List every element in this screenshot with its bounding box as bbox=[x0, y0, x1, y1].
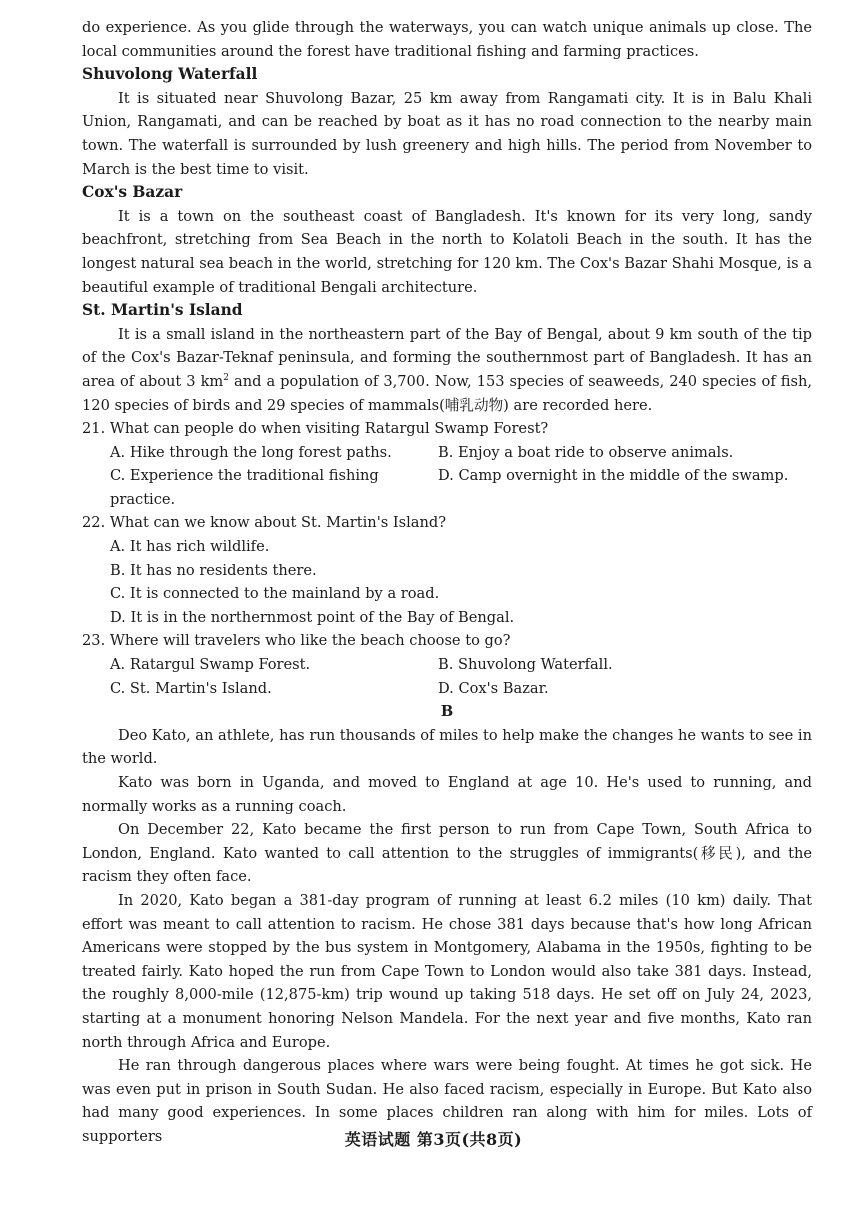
superscript-2: 2 bbox=[223, 373, 230, 384]
st-martins-paragraph bbox=[82, 323, 812, 417]
coxs-bazar-paragraph: It is a town on the southeast coast of Bangladesh. It's known for its very long, sandy beachfront, stretching from Sea Beach in the north to Kolatoli Beach in the south. It has the longest natural sea beach in the world, stretching for 120 km. The Cox's Bazar Shahi Mosque, is a beautiful example of traditional Bengali architecture. bbox=[82, 207, 812, 296]
st-martins-text-2: and a population of 3,700. Now, 153 species of seaweeds, 240 species of fish, 120 species of birds and 29 species of mammals(哺乳动物) are recorded here. bbox=[82, 372, 812, 414]
q22-option-b: B. It has no residents there. bbox=[110, 561, 317, 579]
heading-st-martins-island: St. Martin's Island bbox=[82, 301, 243, 320]
question-23: 23. Where will travelers who like the beach choose to go? bbox=[82, 632, 511, 650]
q22-option-a: A. It has rich wildlife. bbox=[110, 538, 270, 556]
q23-option-d: D. Cox's Bazar. bbox=[438, 679, 549, 697]
q23-option-b: B. Shuvolong Waterfall. bbox=[438, 656, 613, 674]
q21-option-c: C. Experience the traditional fishing practice. bbox=[110, 467, 379, 508]
heading-coxs-bazar: Cox's Bazar bbox=[82, 183, 183, 202]
q23-option-a: A. Ratargul Swamp Forest. bbox=[110, 656, 311, 674]
question-21-options bbox=[82, 441, 812, 512]
q22-option-c: C. It is connected to the mainland by a road. bbox=[110, 585, 440, 603]
q23-option-c: C. St. Martin's Island. bbox=[110, 679, 272, 697]
forest-paragraph-end: do experience. As you glide through the waterways, you can watch unique animals up close. The local communities around the forest have traditional fishing and farming practices. bbox=[82, 19, 812, 60]
q21-option-b: B. Enjoy a boat ride to observe animals. bbox=[438, 443, 734, 461]
question-23-options bbox=[82, 653, 812, 700]
section-b-label: B bbox=[440, 703, 454, 721]
q21-option-a: A. Hike through the long forest paths. bbox=[110, 443, 392, 461]
question-21: 21. What can people do when visiting Ratargul Swamp Forest? bbox=[82, 420, 549, 438]
passage-b-paragraph-3: On December 22, Kato became the first person to run from Cape Town, South Africa to London, England. Kato wanted to call attention to the struggles of immigrants(移民), and the racism they often face. bbox=[82, 821, 812, 886]
passage-b-paragraph-1: Deo Kato, an athlete, has run thousands of miles to help make the changes he wants to see in the world. bbox=[82, 726, 812, 768]
page-footer: 英语试题 第3页(共8页) bbox=[344, 1130, 523, 1149]
shuvolong-paragraph: It is situated near Shuvolong Bazar, 25 km away from Rangamati city. It is in Balu Khali Union, Rangamati, and can be reached by boat as it has no road connection to the nearby main town. The waterfall is surrounded by lush greenery and high hills. The period from November to March is the best time to visit. bbox=[82, 89, 812, 178]
exam-page-content bbox=[82, 16, 812, 1149]
passage-b-paragraph-4: In 2020, Kato began a 381-day program of running at least 6.2 miles (10 km) daily. That effort was meant to call attention to racism. He chose 381 days because that's how long African Americans were stopped by the bus system in Montgomery, Alabama in the 1950s, fighting to be treated fairly. Kato hoped the run from Cape Town to London would also take 381 days. Instead, the roughly 8,000-mile (12,875-km) trip wound up taking 518 days. He set off on July 24, 2023, starting at a monument honoring Nelson Mandela. For the next year and five months, Kato ran north through Africa and Europe. bbox=[82, 891, 812, 1051]
passage-b-paragraph-5: He ran through dangerous places where wars were being fought. At times he got sick. He was even put in prison in South Sudan. He also faced racism, especially in Europe. But Kato also had many good experiences. In some places children ran along with him for miles. Lots of supporters bbox=[82, 1057, 812, 1145]
question-22: 22. What can we know about St. Martin's Island? bbox=[82, 514, 447, 532]
q21-option-d: D. Camp overnight in the middle of the swamp. bbox=[438, 467, 789, 485]
heading-shuvolong-waterfall: Shuvolong Waterfall bbox=[82, 65, 258, 84]
passage-b-paragraph-2: Kato was born in Uganda, and moved to England at age 10. He's used to running, and normally works as a running coach. bbox=[82, 774, 812, 815]
st-martins-text-1: It is a small island in the northeastern part of the Bay of Bengal, about 9 km south of the tip of the Cox's Bazar-Teknaf peninsula, and forming the southernmost part of Bangladesh. It has an area of about 3 km bbox=[82, 325, 812, 390]
q22-option-d: D. It is in the northernmost point of the Bay of Bengal. bbox=[110, 608, 515, 626]
